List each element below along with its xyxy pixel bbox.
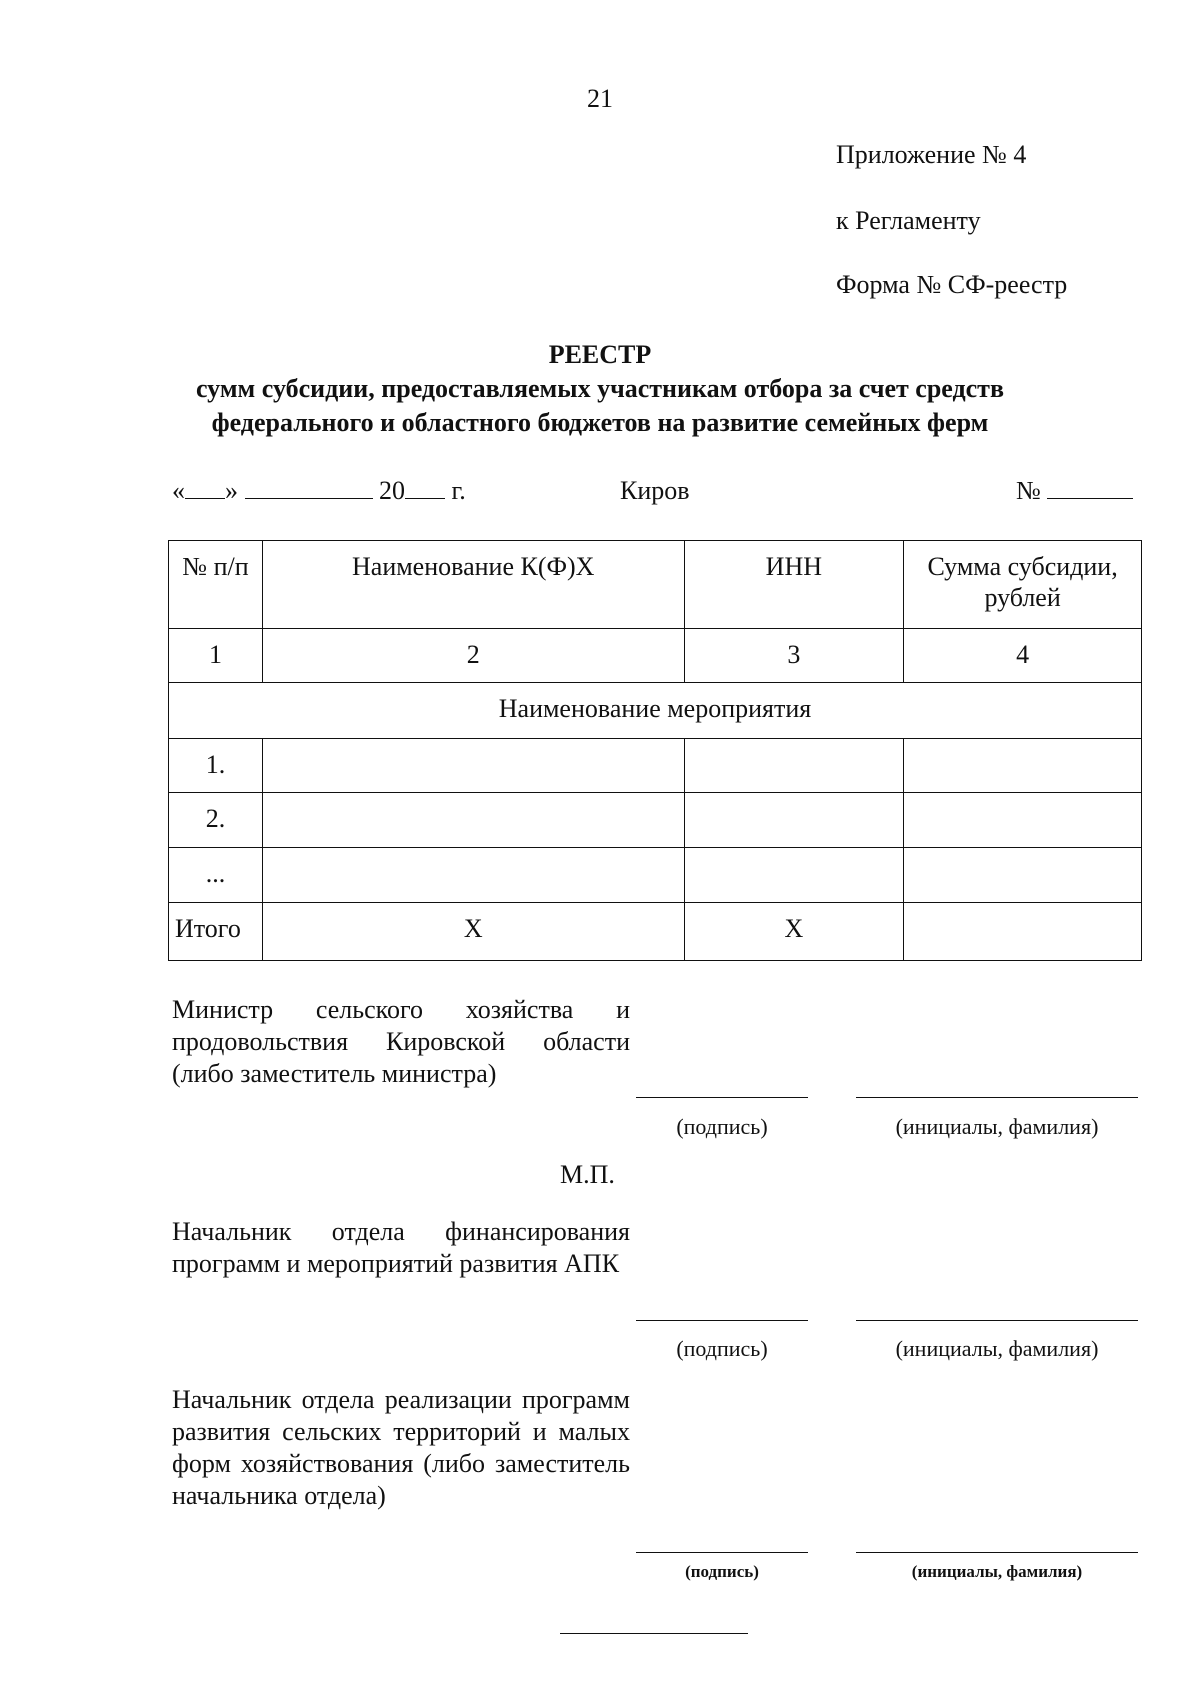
header-cell-inn: ИНН (684, 541, 904, 629)
column-number-cell: 1 (169, 629, 263, 683)
page-number: 21 (587, 84, 613, 113)
row-inn-cell[interactable] (684, 739, 904, 793)
end-of-document-rule (560, 1633, 748, 1634)
signatory-position-finance-head: Начальник отдела финансирования программ и мероприятий развития АПК (172, 1217, 630, 1278)
total-name-cell: Х (262, 903, 684, 961)
date-field[interactable] (172, 476, 466, 506)
signature-caption: (подпись) (685, 1562, 759, 1581)
row-number-cell: 1. (169, 739, 263, 793)
year-blank[interactable] (405, 476, 445, 499)
row-inn-cell[interactable] (684, 793, 904, 848)
regulation-label: к Регламенту (836, 206, 981, 235)
document-subtitle-line-2: федерального и областного бюджетов на развитие семейных ферм (211, 408, 989, 437)
row-number-cell: ... (169, 848, 263, 903)
name-caption: (инициалы, фамилия) (911, 1562, 1083, 1581)
row-inn-cell[interactable] (684, 848, 904, 903)
section-row (169, 683, 1142, 739)
total-sum-cell[interactable] (904, 903, 1142, 961)
total-label-cell: Итого (169, 903, 263, 961)
name-line[interactable] (856, 1552, 1138, 1553)
stamp-place-label: М.П. (560, 1160, 615, 1189)
column-number-cell: 2 (262, 629, 684, 683)
signatory-position-minister: Министр сельского хозяйства и продовольствия Кировской области (либо заместитель министра) (172, 995, 630, 1088)
row-sum-cell[interactable] (904, 848, 1142, 903)
year-prefix: 20 (379, 476, 405, 505)
open-quote: « (172, 476, 185, 505)
month-blank[interactable] (245, 476, 373, 499)
city-label: Киров (620, 476, 690, 505)
column-number-row (169, 629, 1142, 683)
number-blank[interactable] (1047, 476, 1133, 499)
year-suffix: г. (451, 476, 466, 505)
row-sum-cell[interactable] (904, 793, 1142, 848)
document-subtitle-line-1: сумм субсидии, предоставляемых участникам отбора за счет средств (195, 374, 1004, 403)
form-label: Форма № СФ-реестр (836, 270, 1068, 299)
signature-line[interactable] (636, 1552, 808, 1553)
day-blank[interactable] (185, 476, 225, 499)
header-cell-number: № п/п (169, 541, 263, 629)
column-number-cell: 3 (684, 629, 904, 683)
row-name-cell[interactable] (262, 739, 684, 793)
signature-line[interactable] (636, 1097, 808, 1098)
total-inn-cell: Х (684, 903, 904, 961)
name-line[interactable] (856, 1097, 1138, 1098)
signature-caption: (подпись) (676, 1336, 768, 1361)
total-row (169, 903, 1142, 961)
signature-line[interactable] (636, 1320, 808, 1321)
name-line[interactable] (856, 1320, 1138, 1321)
registry-table (168, 540, 1142, 961)
number-field[interactable] (1016, 476, 1133, 506)
table-row (169, 739, 1142, 793)
row-sum-cell[interactable] (904, 739, 1142, 793)
table-row (169, 848, 1142, 903)
name-caption: (инициалы, фамилия) (895, 1336, 1099, 1361)
signatory-position-rural-head: Начальник отдела реализации программ развития сельских территорий и малых форм хозяйствования (либо заместитель начальника отдела) (172, 1385, 630, 1510)
row-number-cell: 2. (169, 793, 263, 848)
row-name-cell[interactable] (262, 793, 684, 848)
table-row (169, 793, 1142, 848)
section-title-cell: Наименование мероприятия (169, 683, 1142, 739)
close-quote: » (225, 476, 238, 505)
signature-caption: (подпись) (676, 1114, 768, 1139)
header-cell-sum: Сумма субсидии, рублей (904, 541, 1142, 629)
appendix-label: Приложение № 4 (836, 140, 1027, 169)
number-sign: № (1016, 476, 1041, 505)
header-cell-name: Наименование К(Ф)Х (262, 541, 684, 629)
row-name-cell[interactable] (262, 848, 684, 903)
column-number-cell: 4 (904, 629, 1142, 683)
document-title: РЕЕСТР (548, 340, 652, 369)
name-caption: (инициалы, фамилия) (895, 1114, 1099, 1139)
table-header-row (169, 541, 1142, 629)
